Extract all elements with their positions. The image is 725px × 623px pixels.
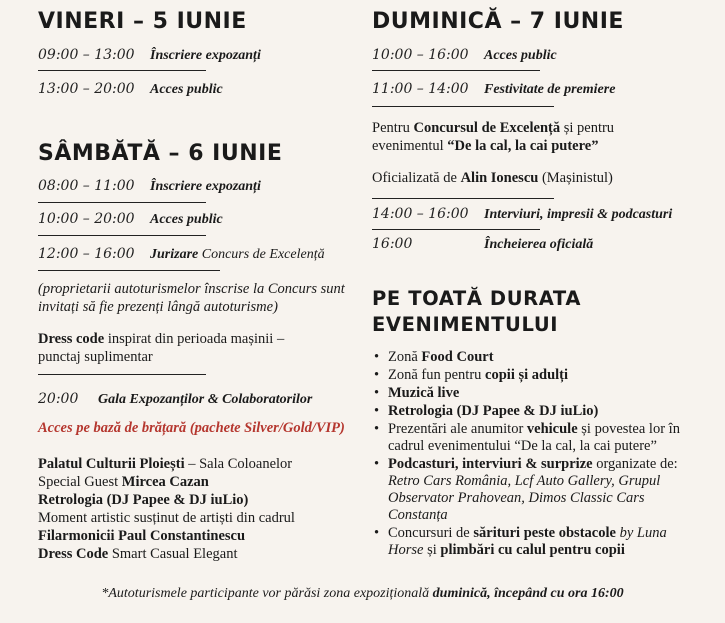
- sunday-row-4: [372, 236, 712, 253]
- list-item: [388, 367, 698, 384]
- item-text: Zonă fun pentru: [388, 367, 486, 383]
- detail-bold: Dress Code: [38, 546, 109, 562]
- detail-text: – Sala Coloanelor: [184, 456, 293, 472]
- official-text-rest: (Mașinistul): [538, 170, 613, 186]
- item-bold: Food Court: [421, 349, 494, 365]
- friday-row-1: [38, 47, 358, 64]
- divider: [372, 106, 554, 107]
- gala-time: 20:00: [38, 391, 79, 407]
- saturday-row-3-time: 12:00 – 16:00: [38, 246, 135, 262]
- saturday-row-1-time: 08:00 – 11:00: [38, 178, 135, 194]
- friday-row-2-time: 13:00 – 20:00: [38, 81, 135, 97]
- contest-text: [372, 119, 672, 155]
- detail-bold: Filarmonicii Paul Constantinescu: [38, 528, 246, 544]
- saturday-row-2-activity: Acces public: [150, 212, 223, 227]
- divider: [38, 270, 220, 271]
- list-item: [388, 456, 698, 524]
- sunday-row-2: [372, 81, 712, 98]
- detail-line: [38, 509, 358, 527]
- saturday-row-3: [38, 246, 358, 263]
- gala-row: [38, 391, 358, 408]
- divider: [372, 229, 540, 230]
- item-text: Concursuri de: [388, 525, 474, 541]
- official-name: Alin Ionescu: [460, 170, 539, 186]
- saturday-note: (proprietarii autoturismelor înscrise la Concurs sunt invitați să fie prezenți lângă autoturisme): [38, 281, 345, 315]
- list-item: [388, 385, 698, 402]
- sunday-row-3: [372, 206, 712, 223]
- sunday-row-2-activity: Festivitate de premiere: [484, 82, 616, 97]
- contest-name: Concursul de Excelență: [413, 120, 561, 136]
- item-bold: copii și adulți: [485, 367, 569, 383]
- divider: [372, 70, 540, 71]
- friday-title: VINERI – 5 IUNIE: [38, 9, 247, 34]
- saturday-row-1: [38, 178, 358, 195]
- all-event-title: [372, 286, 712, 338]
- detail-line: [38, 455, 358, 473]
- detail-text: Moment artistic susținut de artiști din cadrul: [38, 510, 295, 526]
- divider: [38, 235, 206, 236]
- saturday-row-1-activity: Înscriere expozanți: [150, 179, 261, 194]
- detail-bold: Palatul Culturii Ploiești: [38, 456, 185, 472]
- item-italic: Retro Cars România, Lcf Auto Gallery, Grupul Observator Prahovean, Dimos Classic Cars Constanța: [388, 473, 661, 523]
- item-text: și: [423, 542, 441, 558]
- friday-row-1-activity: Înscriere expozanți: [150, 48, 261, 63]
- list-item: [388, 349, 698, 366]
- item-bold: plimbări cu calul pentru copii: [440, 542, 625, 558]
- detail-bold: Retrologia (DJ Papee & DJ iuLio): [38, 492, 249, 508]
- sunday-row-3-activity: Interviuri, impresii & podcasturi: [484, 207, 673, 222]
- divider: [38, 202, 206, 203]
- detail-text: Smart Casual Elegant: [108, 546, 238, 562]
- all-event-list: [372, 349, 698, 560]
- dress-code-text: inspirat din perioada mașinii – punctaj suplimentar: [38, 331, 285, 365]
- saturday-row-2: [38, 211, 358, 228]
- event-name: “De la cal, la cai putere”: [447, 138, 599, 154]
- sunday-title: DUMINICĂ – 7 IUNIE: [372, 9, 624, 34]
- item-bold: sărituri peste obstacole: [473, 525, 616, 541]
- sunday-row-1: [372, 47, 712, 64]
- sunday-row-1-time: 10:00 – 16:00: [372, 47, 469, 63]
- gala-details: [38, 455, 358, 563]
- detail-line: [38, 545, 358, 563]
- official-text: [372, 169, 712, 187]
- contest-text-pre: Pentru: [372, 120, 414, 136]
- item-text: Zonă: [388, 349, 422, 365]
- detail-line: [38, 527, 358, 545]
- saturday-row-3-activity: Jurizare: [150, 247, 199, 262]
- friday-row-2: [38, 81, 358, 98]
- footer-note: [0, 586, 725, 602]
- saturday-row-3-activity-rest: Concurs de Excelență: [198, 247, 325, 262]
- item-bold: Muzică live: [388, 385, 460, 401]
- gala-title: Gala Expozanților & Colaboratorilor: [98, 392, 313, 407]
- all-event-title-line-2: EVENIMENTULUI: [372, 313, 559, 336]
- item-italic: by Luna Horse: [388, 525, 667, 558]
- item-bold: Retrologia (DJ Papee & DJ iuLio): [388, 403, 599, 419]
- item-text: Prezentări ale anumitor: [388, 421, 527, 437]
- all-event-title-line-1: PE TOATĂ DURATA: [372, 287, 582, 310]
- saturday-title: SÂMBĂTĂ – 6 IUNIE: [38, 141, 283, 166]
- friday-row-2-activity: Acces public: [150, 82, 223, 97]
- item-text: și povestea lor în cadrul evenimentului “De la cal, la cai putere”: [388, 421, 680, 454]
- detail-line: [38, 473, 358, 491]
- dress-code-note: [38, 330, 328, 366]
- access-note: Acces pe bază de brățară (pachete Silver/Gold/VIP): [38, 420, 345, 436]
- official-text-pre: Oficializată de: [372, 170, 461, 186]
- list-item: [388, 525, 698, 559]
- sunday-row-2-time: 11:00 – 14:00: [372, 81, 469, 97]
- sunday-row-1-activity: Acces public: [484, 48, 557, 63]
- footer-bold: duminică, începând cu ora 16:00: [432, 586, 624, 601]
- list-item: [388, 403, 698, 420]
- detail-text: Special Guest: [38, 474, 122, 490]
- item-text: organizate de:: [592, 456, 678, 472]
- saturday-row-2-time: 10:00 – 20:00: [38, 211, 135, 227]
- item-bold: vehicule: [526, 421, 578, 437]
- detail-line: [38, 491, 358, 509]
- friday-row-1-time: 09:00 – 13:00: [38, 47, 135, 63]
- divider: [372, 198, 554, 199]
- detail-bold: Mircea Cazan: [121, 474, 209, 490]
- sunday-row-3-time: 14:00 – 16:00: [372, 206, 469, 222]
- contest-text-mid: și pentru evenimentul: [372, 120, 615, 154]
- item-bold: Podcasturi, interviuri & surprize: [388, 456, 593, 472]
- divider: [38, 374, 206, 375]
- sunday-row-4-activity: Încheierea oficială: [484, 237, 594, 252]
- divider: [38, 70, 206, 71]
- sunday-row-4-time: 16:00: [372, 236, 413, 252]
- footer-text: *Autoturismele participante vor părăsi zona expozițională: [101, 586, 433, 601]
- list-item: [388, 421, 698, 455]
- dress-code-label: Dress code: [38, 331, 105, 347]
